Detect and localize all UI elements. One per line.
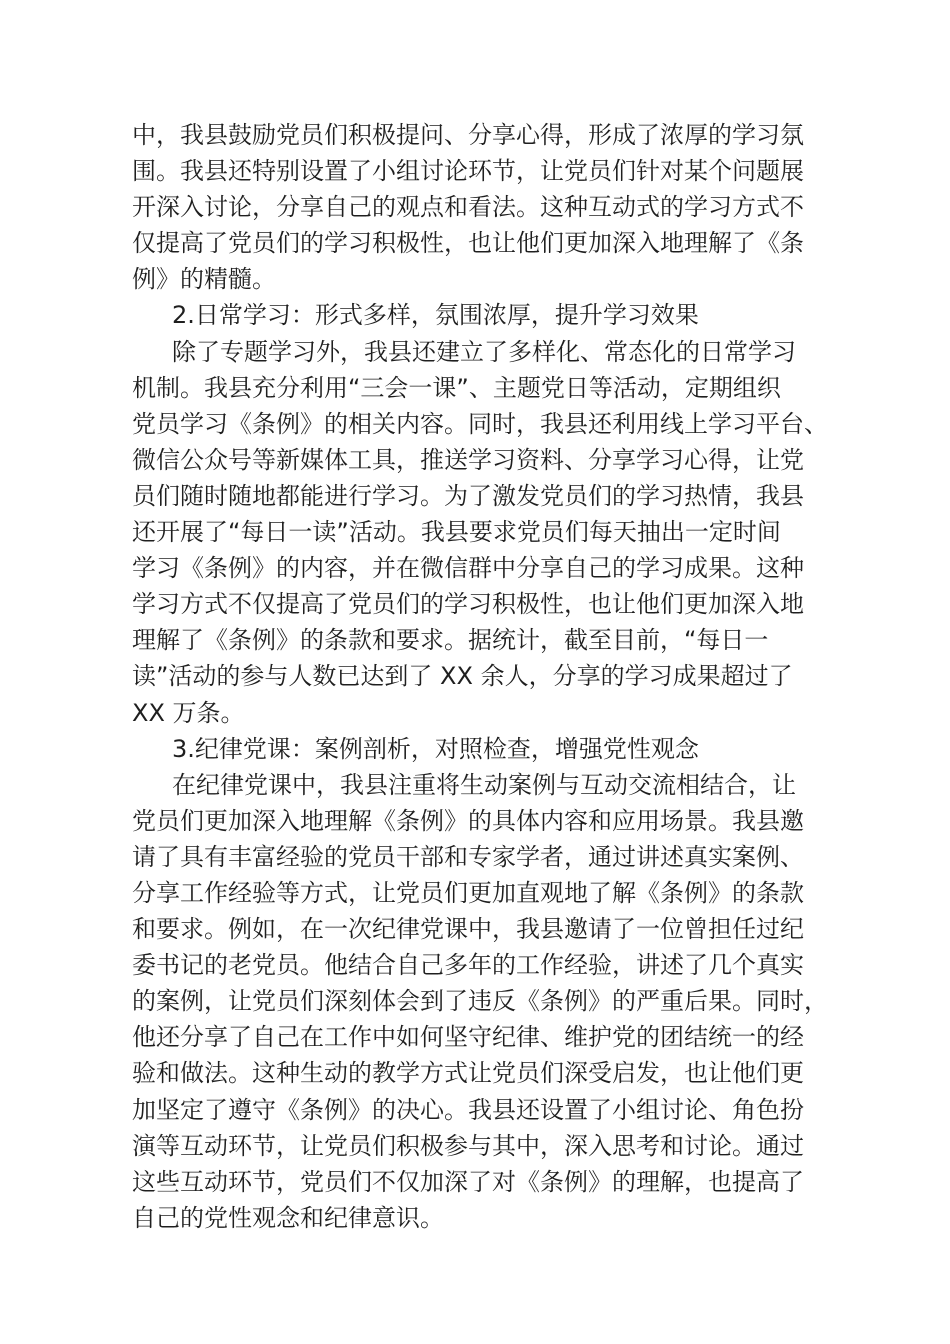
paragraph-line: 中，我县鼓励党员们积极提问、分享心得，形成了浓厚的学习氛 [132,121,804,149]
paragraph-line: 加坚定了遵守《条例》的决心。我县还设置了小组讨论、角色扮 [132,1095,804,1124]
section-heading-discipline-lesson: 3.纪律党课：案例剖析，对照检查，增强党性观念 [172,734,699,763]
section-heading-daily-study: 2.日常学习：形式多样，氛围浓厚，提升学习效果 [172,301,699,330]
paragraph-line: 除了专题学习外，我县还建立了多样化、常态化的日常学习 [172,337,796,366]
paragraph-line: 他还分享了自己在工作中如何坚守纪律、维护党的团结统一的经 [132,1023,804,1052]
paragraph-line: 请了具有丰富经验的党员干部和专家学者，通过讲述真实案例、 [132,842,804,871]
paragraph-line: 的案例，让党员们深刻体会到了违反《条例》的严重后果。同时， [132,987,828,1016]
paragraph-line: 这些互动环节，党员们不仅加深了对《条例》的理解，也提高了 [132,1167,804,1196]
paragraph-line: 理解了《条例》的条款和要求。据统计，截至目前，“每日一 [132,626,769,655]
paragraph-line: 机制。我县充分利用“三会一课”、主题党日等活动，定期组织 [132,373,781,402]
paragraph-line: 委书记的老党员。他结合自己多年的工作经验，讲述了几个真实 [132,951,804,980]
paragraph-line: 开深入讨论，分享自己的观点和看法。这种互动式的学习方式不 [132,193,804,222]
paragraph-line: 学习方式不仅提高了党员们的学习积极性，也让他们更加深入地 [132,590,804,619]
paragraph-line: 分享工作经验等方式，让党员们更加直观地了解《条例》的条款 [132,878,804,907]
paragraph-line: 在纪律党课中，我县注重将生动案例与互动交流相结合，让 [172,770,796,799]
paragraph-line: 和要求。例如，在一次纪律党课中，我县邀请了一位曾担任过纪 [132,915,804,944]
paragraph-line: 微信公众号等新媒体工具，推送学习资料、分享学习心得，让党 [132,445,804,474]
paragraph-line: 党员们更加深入地理解《条例》的具体内容和应用场景。我县邀 [132,806,804,835]
paragraph-line: 党员学习《条例》的相关内容。同时，我县还利用线上学习平台、 [132,409,828,438]
paragraph-line: 员们随时随地都能进行学习。为了激发党员们的学习热情，我县 [132,481,804,510]
document-body [132,117,852,1236]
paragraph-line: 仅提高了党员们的学习积极性，也让他们更加深入地理解了《条 [132,229,804,258]
paragraph-line: XX 万条。 [132,698,245,727]
paragraph-line: 演等互动环节，让党员们积极参与其中，深入思考和讨论。通过 [132,1131,804,1160]
paragraph-line: 学习《条例》的内容，并在微信群中分享自己的学习成果。这种 [132,554,804,583]
paragraph-line: 自己的党性观念和纪律意识。 [132,1203,444,1232]
paragraph-line: 围。我县还特别设置了小组讨论环节，让党员们针对某个问题展 [132,157,804,186]
paragraph-line: 验和做法。这种生动的教学方式让党员们深受启发，也让他们更 [132,1059,804,1088]
paragraph-line: 还开展了“每日一读”活动。我县要求党员们每天抽出一定时间 [132,518,781,547]
paragraph-line: 读”活动的参与人数已达到了 XX 余人，分享的学习成果超过了 [132,662,793,691]
paragraph-line: 例》的精髓。 [132,265,276,294]
